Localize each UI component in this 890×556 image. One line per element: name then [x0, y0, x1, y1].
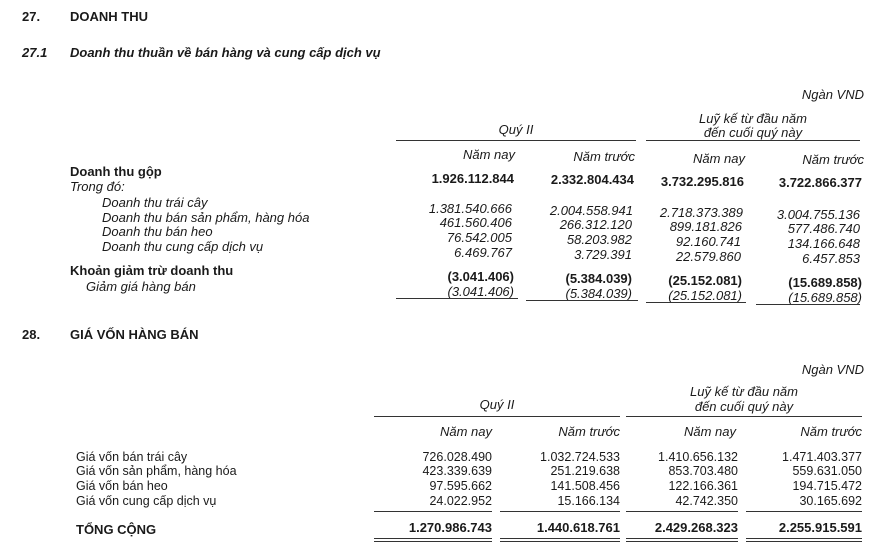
total-value: 2.255.915.591	[778, 520, 862, 535]
subsection-27-1-number: 27.1	[22, 45, 48, 60]
value-cell: 3.722.866.377	[778, 175, 862, 190]
value-cell: 3.004.755.136	[776, 207, 860, 222]
value-cell: 58.203.982	[566, 232, 632, 247]
header-rule	[396, 140, 636, 141]
value-cell: 24.022.952	[429, 494, 492, 508]
group-header-quarter: Quý II	[498, 122, 534, 137]
value-cell: 76.542.005	[446, 230, 512, 245]
value-cell: 1.471.403.377	[782, 450, 862, 464]
col-header: Năm trước	[558, 424, 620, 439]
value-cell: (25.152.081)	[668, 288, 742, 303]
header-rule	[374, 416, 620, 417]
value-cell: 15.166.134	[557, 494, 620, 508]
row-label: Giá vốn bán heo	[76, 479, 168, 493]
value-cell: (3.041.406)	[447, 284, 514, 299]
subtotal-rule	[374, 511, 492, 512]
value-cell: (15.689.858)	[788, 290, 862, 305]
section-27-title: DOANH THU	[70, 9, 148, 24]
value-cell: 423.339.639	[422, 464, 492, 478]
subtotal-rule	[500, 511, 620, 512]
section-28-title: GIÁ VỐN HÀNG BÁN	[70, 327, 199, 342]
value-cell: 577.486.740	[787, 221, 860, 236]
value-cell: (3.041.406)	[447, 269, 514, 284]
value-cell: 42.742.350	[675, 494, 738, 508]
total-double-rule	[626, 541, 738, 542]
value-cell: (25.152.081)	[668, 273, 742, 288]
value-cell: (5.384.039)	[565, 271, 632, 286]
value-cell: 30.165.692	[799, 494, 862, 508]
row-label: Trong đó:	[70, 179, 125, 194]
value-cell: 726.028.490	[422, 450, 492, 464]
value-cell: 559.631.050	[792, 464, 862, 478]
row-label: Doanh thu bán sản phẩm, hàng hóa	[102, 210, 310, 225]
value-cell: 194.715.472	[792, 479, 862, 493]
total-double-rule	[746, 541, 862, 542]
value-cell: 92.160.741	[675, 234, 741, 249]
header-rule	[626, 416, 862, 417]
col-header: Năm nay	[462, 147, 515, 162]
col-header: Năm trước	[802, 152, 864, 167]
section-27-number: 27.	[22, 9, 41, 24]
col-header: Năm nay	[683, 424, 736, 439]
value-cell: 22.579.860	[675, 249, 741, 264]
col-header: Năm nay	[439, 424, 492, 439]
total-label: TỔNG CỘNG	[76, 522, 157, 537]
subsection-27-1-title: Doanh thu thuần về bán hàng và cung cấp dịch vụ	[70, 45, 381, 60]
value-cell: 1.926.112.844	[431, 171, 514, 186]
row-label: Doanh thu trái cây	[102, 195, 208, 210]
value-cell: 251.219.638	[550, 464, 620, 478]
value-cell: 141.508.456	[550, 479, 620, 493]
section-28-number: 28.	[22, 327, 41, 342]
row-label: Giá vốn cung cấp dịch vụ	[76, 494, 217, 508]
value-cell: 6.457.853	[802, 251, 860, 266]
value-cell: (5.384.039)	[565, 286, 632, 301]
bottom-rule	[756, 304, 860, 305]
group-header-ytd-line1: Luỹ kế từ đầu năm	[690, 384, 798, 399]
row-label: Giảm giá hàng bán	[86, 279, 196, 294]
header-rule	[646, 140, 860, 141]
row-label: Giá vốn bán trái cây	[76, 450, 188, 464]
value-cell: 461.560.406	[439, 215, 512, 230]
group-header-ytd-line1: Luỹ kế từ đầu năm	[699, 111, 807, 126]
value-cell: 1.381.540.666	[428, 201, 512, 216]
unit-label: Ngàn VND	[801, 87, 864, 102]
total-value: 2.429.268.323	[654, 520, 738, 535]
bottom-rule	[646, 302, 746, 303]
total-double-rule	[626, 538, 738, 539]
row-label: Khoản giảm trừ doanh thu	[70, 263, 234, 278]
col-header: Năm trước	[573, 149, 635, 164]
value-cell: 899.181.826	[669, 219, 742, 234]
value-cell: 266.312.120	[559, 217, 632, 232]
value-cell: 3.729.391	[574, 247, 632, 262]
value-cell: 1.410.656.132	[658, 450, 738, 464]
bottom-rule	[396, 298, 518, 299]
value-cell: 853.703.480	[668, 464, 738, 478]
total-value: 1.440.618.761	[536, 520, 620, 535]
unit-label: Ngàn VND	[801, 362, 864, 377]
total-double-rule	[746, 538, 862, 539]
subtotal-rule	[626, 511, 738, 512]
value-cell: (15.689.858)	[788, 275, 862, 290]
total-double-rule	[374, 541, 492, 542]
row-label: Giá vốn sản phẩm, hàng hóa	[76, 464, 237, 478]
total-value: 1.270.986.743	[408, 520, 492, 535]
col-header: Năm nay	[692, 151, 745, 166]
row-label: Doanh thu bán heo	[102, 224, 213, 239]
group-header-ytd-line2: đến cuối quý này	[703, 125, 803, 140]
group-header-ytd-line2: đến cuối quý này	[694, 399, 794, 414]
value-cell: 3.732.295.816	[660, 174, 744, 189]
row-label: Doanh thu cung cấp dịch vụ	[102, 239, 264, 254]
value-cell: 134.166.648	[787, 236, 860, 251]
value-cell: 122.166.361	[668, 479, 738, 493]
col-header: Năm trước	[800, 424, 862, 439]
row-label: Doanh thu gộp	[70, 164, 162, 179]
value-cell: 97.595.662	[429, 479, 492, 493]
total-double-rule	[374, 538, 492, 539]
total-double-rule	[500, 541, 620, 542]
value-cell: 2.718.373.389	[659, 205, 743, 220]
value-cell: 6.469.767	[454, 245, 512, 260]
total-double-rule	[500, 538, 620, 539]
value-cell: 2.332.804.434	[550, 172, 634, 187]
bottom-rule	[526, 300, 638, 301]
group-header-quarter: Quý II	[479, 397, 515, 412]
value-cell: 1.032.724.533	[540, 450, 620, 464]
value-cell: 2.004.558.941	[549, 203, 633, 218]
subtotal-rule	[746, 511, 862, 512]
